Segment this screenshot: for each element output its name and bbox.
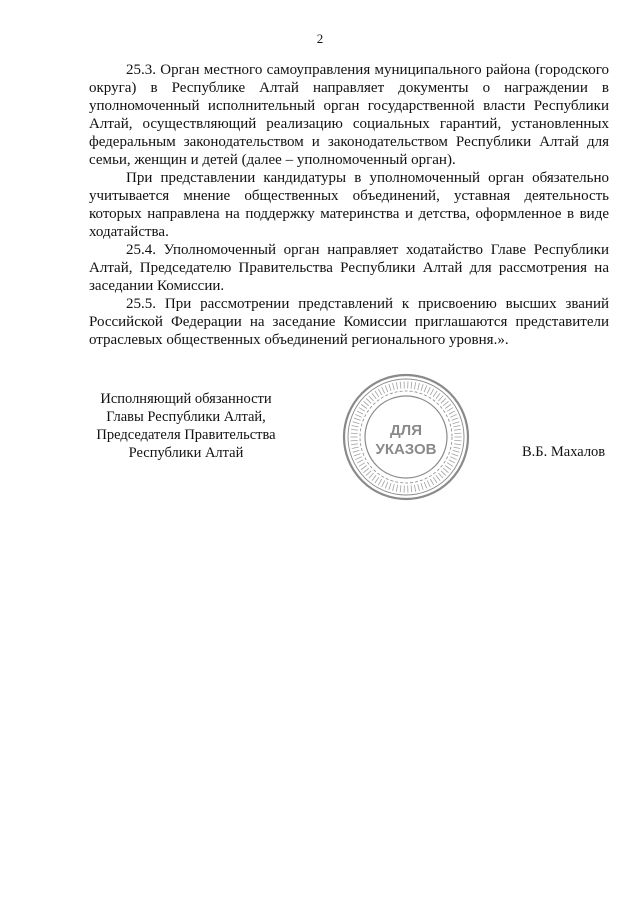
stamp-ring-texture (449, 460, 455, 463)
stamp-ring-texture (375, 477, 379, 483)
stamp-ring-texture (450, 414, 456, 417)
stamp-ring-texture (369, 396, 374, 401)
stamp-ring-texture (352, 425, 359, 426)
stamp-ring-texture (382, 481, 385, 487)
signatory-title-line: Главы Республики Алтай, (106, 409, 266, 425)
stamp-ring-texture (450, 457, 456, 460)
stamp-ring-texture (424, 482, 427, 488)
stamp-text-line1: ДЛЯ (390, 422, 422, 439)
stamp-ring-texture (396, 485, 397, 492)
stamp-ring-texture (372, 475, 376, 481)
stamp-ring-texture (352, 447, 359, 448)
official-seal-stamp (340, 371, 472, 503)
stamp-ring-texture (433, 477, 437, 483)
paragraph-candidacy: При представлении кандидатуры в уполномоченный орган обязательно учитывается мнение общественных объединений, уставная деятельность которых направлена на поддержку материнства и детства, оформленное в виде ходатайства. (89, 170, 609, 240)
stamp-ring-texture (421, 384, 423, 391)
stamp-ring-texture (436, 393, 440, 399)
stamp-ring-texture (400, 382, 401, 389)
stamp-ring-texture (443, 468, 448, 472)
stamp-ring-texture (385, 482, 388, 488)
stamp-ring-texture (449, 411, 455, 414)
stamp-ring-texture (430, 479, 434, 485)
stamp-ring-texture (363, 468, 368, 472)
stamp-ring-texture (396, 382, 397, 389)
stamp-ring-texture (411, 485, 412, 492)
stamp-ring-texture (353, 450, 360, 452)
stamp-ring-texture (447, 463, 453, 467)
stamp-ring-texture (414, 382, 415, 389)
stamp-ring-texture (441, 471, 446, 476)
stamp-ring-texture (375, 391, 379, 397)
stamp-ring-texture (452, 454, 459, 456)
stamp-ring-texture (393, 484, 395, 491)
stamp-ring-texture (351, 429, 358, 430)
stamp-ring-texture (378, 389, 382, 395)
stamp-ring-texture (361, 466, 367, 470)
document-body (89, 61, 609, 349)
stamp-ring-texture (366, 471, 371, 476)
signatory-title-line: Республики Алтай (128, 445, 244, 461)
stamp-ring-texture (453, 450, 460, 452)
stamp-ring-texture (389, 384, 391, 391)
stamp-ring-texture (414, 485, 415, 492)
stamp-ring-texture (438, 473, 443, 478)
paragraph-25-5: 25.5. При рассмотрении представлений к присвоению высших званий Российской Федерации на заседание Комиссии приглашаются представители отраслевых общественных объединений регионального уровня.». (89, 296, 609, 348)
stamp-ring-texture (436, 475, 440, 481)
stamp-ring-texture (351, 444, 358, 445)
stamp-ring-texture (441, 398, 446, 403)
stamp-ring-texture (418, 484, 420, 491)
stamp-ring-texture (443, 401, 448, 405)
signatory-title-line: Председателя Правительства (96, 427, 276, 443)
page-number: 2 (316, 31, 324, 46)
stamp-ring-texture (433, 391, 437, 397)
stamp-ring-texture (424, 386, 427, 392)
stamp-ring-texture (454, 429, 461, 430)
stamp-ring-texture (427, 481, 430, 487)
stamp-ring-texture (357, 460, 363, 463)
signatory-title (88, 390, 284, 462)
paragraph-25-3: 25.3. Орган местного самоуправления муниципального района (городского округа) в Республике Алтай направляет документы о награждении в уполномоченный исполнительный орган государственной власти Республики Алтай, осуществляющий реализацию социальных гарантий, установленных федеральным законодательством и законодательством Республики Алтай для семьи, женщин и детей (далее – уполномоченный орган). (89, 62, 609, 168)
stamp-ring-texture (427, 387, 430, 393)
stamp-ring-texture (354, 454, 361, 456)
signatory-title-line: Исполняющий обязанности (100, 391, 272, 407)
stamp-ring-texture (363, 401, 368, 405)
stamp-ring-texture (382, 387, 385, 393)
stamp-ring-texture (453, 425, 460, 426)
stamp-ring-texture (357, 411, 363, 414)
stamp-ring-texture (359, 408, 365, 412)
stamp-ring-texture (400, 485, 401, 492)
stamp-ring-texture (361, 404, 367, 408)
stamp-ring-texture (454, 444, 461, 445)
stamp-ring-texture (355, 457, 361, 460)
stamp-ring-texture (385, 386, 388, 392)
stamp-ring-texture (453, 447, 460, 448)
stamp-ring-texture (421, 483, 423, 490)
signatory-name: В.Б. Махалов (522, 444, 606, 460)
stamp-ring-texture (354, 418, 361, 420)
stamp-ring-texture (411, 382, 412, 389)
stamp-ring-texture (453, 422, 460, 424)
stamp-ring-texture (452, 418, 459, 420)
stamp-ring-texture (393, 383, 395, 390)
stamp-ring-texture (369, 473, 374, 478)
stamp-ring-texture (418, 383, 420, 390)
paragraph-25-4: 25.4. Уполномоченный орган направляет ходатайство Главе Республики Алтай, Председателю Правительства Республики Алтай для рассмотрения на заседании Комиссии. (89, 242, 609, 294)
stamp-ring-texture (389, 483, 391, 490)
stamp-ring-texture (445, 466, 451, 470)
stamp-ring-texture (445, 404, 451, 408)
stamp-ring-texture (359, 463, 365, 467)
stamp-ring-texture (355, 414, 361, 417)
stamp-ring-texture (378, 479, 382, 485)
stamp-text-line2: УКАЗОВ (375, 441, 437, 458)
stamp-ring-texture (447, 408, 453, 412)
stamp-ring-texture (353, 422, 360, 424)
stamp-ring-texture (366, 398, 371, 403)
stamp-ring-texture (372, 393, 376, 399)
stamp-ring-texture (438, 396, 443, 401)
stamp-ring-texture (430, 389, 434, 395)
